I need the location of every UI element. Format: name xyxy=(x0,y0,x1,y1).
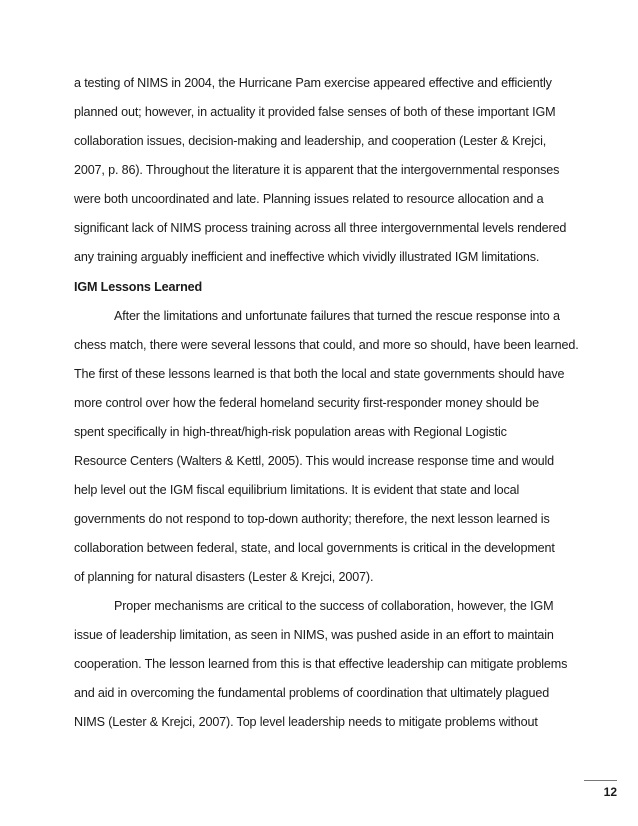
body-line-6: significant lack of NIMS process training across all three intergovernmental levels rendered xyxy=(74,221,567,235)
section-line-11: Proper mechanisms are critical to the success of collaboration, however, the IGM xyxy=(114,599,554,613)
section-line-14: and aid in overcoming the fundamental problems of coordination that ultimately plagued xyxy=(74,686,550,700)
section-line-1: After the limitations and unfortunate failures that turned the rescue response into a xyxy=(114,309,560,323)
page-number: 12 xyxy=(603,785,617,799)
section-line-3: The first of these lessons learned is that both the local and state governments should have xyxy=(74,367,565,381)
body-line-4: 2007, p. 86). Throughout the literature it is apparent that the intergovernmental responses xyxy=(74,163,560,177)
section-heading: IGM Lessons Learned xyxy=(74,280,203,294)
body-line-3: collaboration issues, decision-making and leadership, and cooperation (Lester & Krejci, xyxy=(74,134,547,148)
section-line-9: collaboration between federal, state, and local governments is critical in the development xyxy=(74,541,555,555)
footer-divider xyxy=(584,780,617,781)
section-line-15: NIMS (Lester & Krejci, 2007). Top level leadership needs to mitigate problems without xyxy=(74,715,538,729)
section-line-12: issue of leadership limitation, as seen in NIMS, was pushed aside in an effort to maintain xyxy=(74,628,554,642)
section-line-2: chess match, there were several lessons that could, and more so should, have been learned. xyxy=(74,338,579,352)
body-line-5: were both uncoordinated and late. Planning issues related to resource allocation and a xyxy=(74,192,544,206)
body-line-1: a testing of NIMS in 2004, the Hurricane Pam exercise appeared effective and efficiently xyxy=(74,76,552,90)
section-line-4: more control over how the federal homeland security first-responder money should be xyxy=(74,396,539,410)
section-line-10: of planning for natural disasters (Lester & Krejci, 2007). xyxy=(74,570,374,584)
section-line-6: Resource Centers (Walters & Kettl, 2005). This would increase response time and would xyxy=(74,454,555,468)
section-line-7: help level out the IGM fiscal equilibrium limitations. It is evident that state and local xyxy=(74,483,520,497)
section-line-8: governments do not respond to top-down authority; therefore, the next lesson learned is xyxy=(74,512,550,526)
section-line-5: spent specifically in high-threat/high-risk population areas with Regional Logistic xyxy=(74,425,507,439)
body-line-2: planned out; however, in actuality it provided false senses of both of these important IGM xyxy=(74,105,556,119)
section-line-13: cooperation. The lesson learned from this is that effective leadership can mitigate problems xyxy=(74,657,568,671)
body-line-7: any training arguably inefficient and ineffective which vividly illustrated IGM limitations. xyxy=(74,250,540,264)
